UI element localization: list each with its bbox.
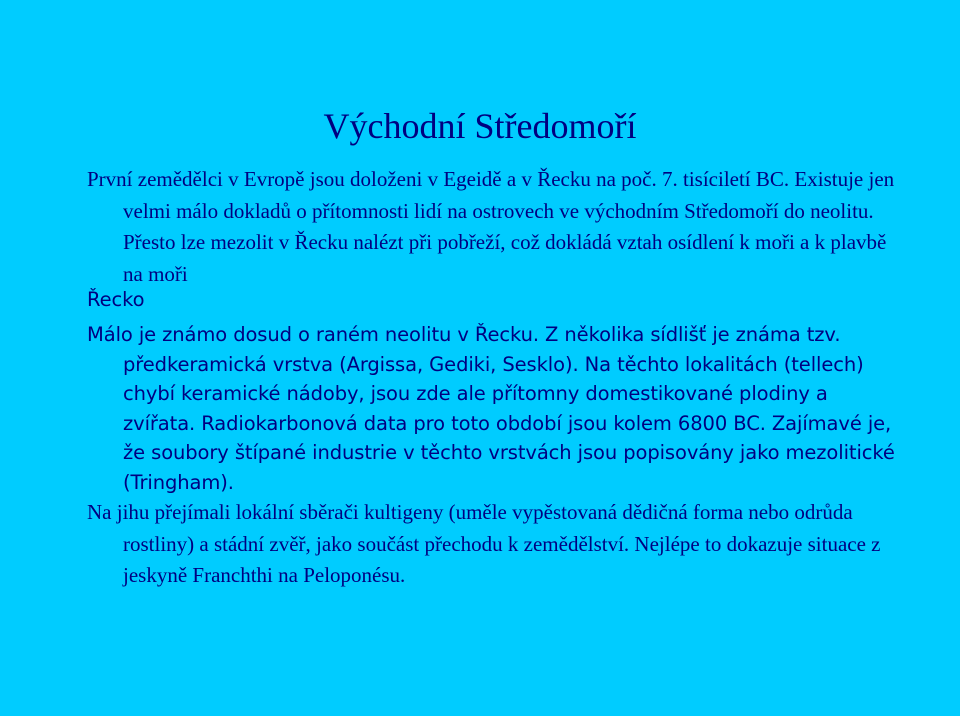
paragraph-south-foragers: Na jihu přejímali lokální sběrači kultigeny (uměle vypěstovaná dědičná forma nebo odrůda rostliny) a stádní zvěř, jako součást přechodu k zemědělství. Nejlépe to dokazuje situace z jeskyně Franchthi na Peloponésu. (87, 500, 881, 587)
paragraph-intro: První zemědělci v Evropě jsou doloženi v Egeidě a v Řecku na poč. 7. tisíciletí BC. Existuje jen velmi málo dokladů o přítomnosti lidí na ostrovech ve východním Středomoří do neolitu. Přesto lze mezolit v Řecku nalézt při pobřeží, což dokládá vztah osídlení k moři a k plavbě na moři (87, 167, 895, 286)
section-heading-recko: Řecko (87, 288, 145, 311)
slide-title: Východní Středomoří (323, 106, 637, 146)
paragraph-early-neolithic: Málo je známo dosud o raném neolitu v Řecku. Z několika sídlišť je známa tzv. předkeramická vrstva (Argissa, Gediki, Sesklo). Na těchto lokalitách (tellech) chybí keramické nádoby, jsou zde ale přítomny domestikované plodiny a zvířata. Radiokarbonová data pro toto období jsou kolem 6800 BC. Zajímavé je, že soubory štípané industrie v těchto vrstvách jsou popisovány jako mezolitické (Tringham). (87, 323, 895, 494)
